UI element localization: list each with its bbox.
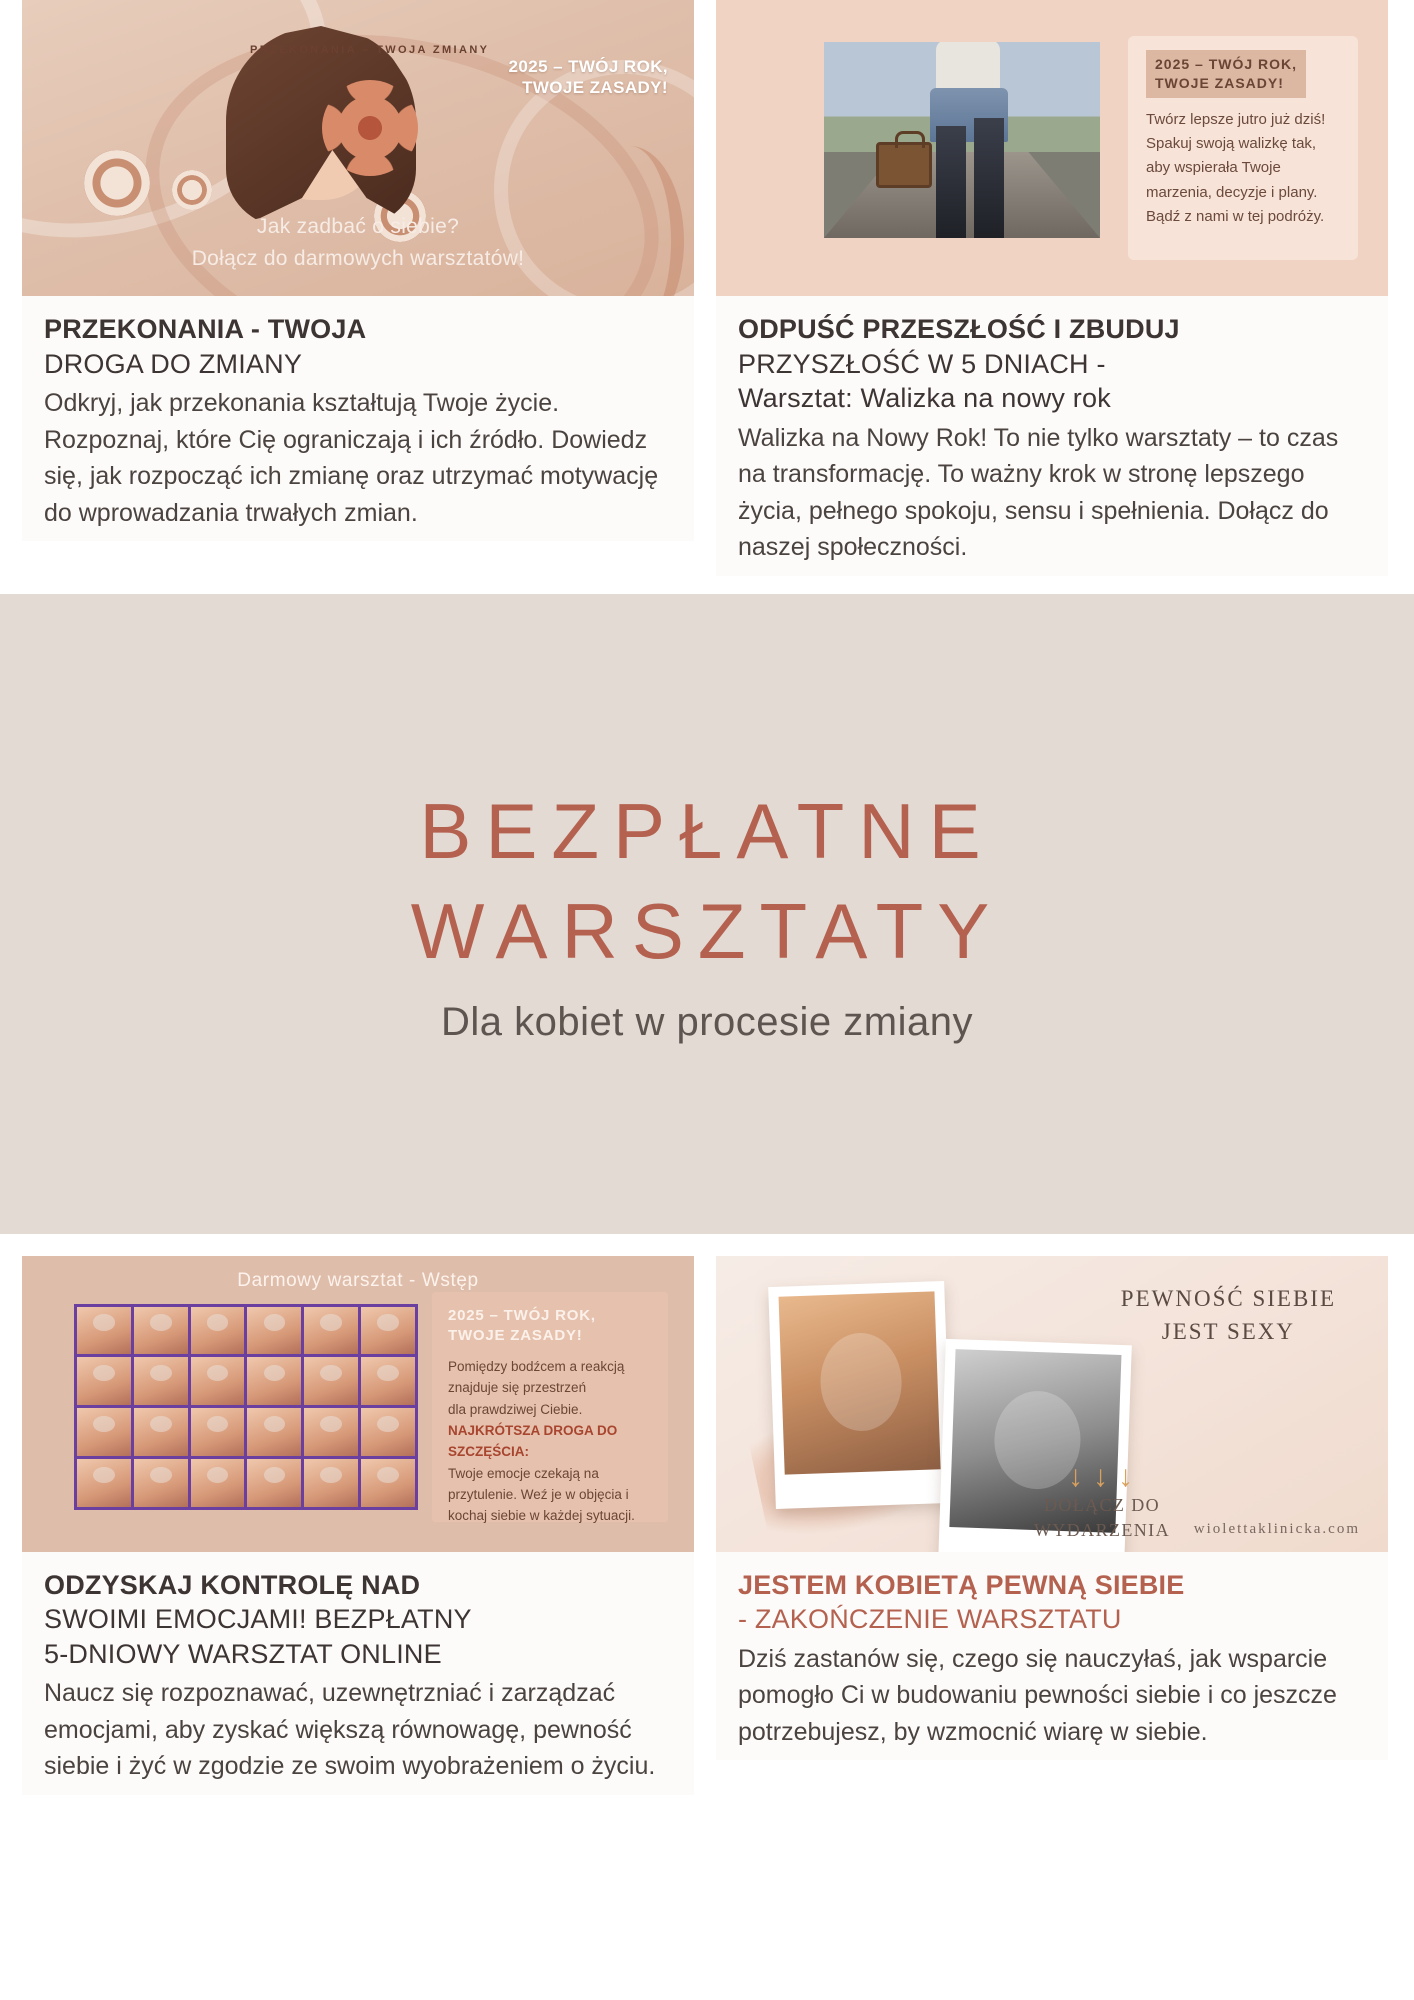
face-tile	[134, 1408, 188, 1456]
thumb-year-badge	[509, 56, 668, 99]
panel-line-5: przytulenie. Weź je w objęcia i	[448, 1487, 629, 1503]
card-body-emocje	[22, 1552, 694, 1795]
badge-line-1: 2025 – TWÓJ ROK,	[448, 1306, 596, 1324]
thumb-heading: Darmowy warsztat - Wstęp	[237, 1269, 479, 1291]
face-tile	[361, 1408, 415, 1456]
card-description-pewnosc-siebie: Dziś zastanów się, czego się nauczyłaś, jak wsparcie pomogło Ci w budowaniu pewności siebie i co jeszcze potrzebujesz, by wzmocnić wiarę w siebie.	[738, 1644, 1337, 1746]
hero-title-line-2: WARSZTATY	[410, 887, 1004, 976]
card-title-walizka[interactable]	[738, 312, 1366, 416]
card-thumbnail-emocje[interactable]	[22, 1256, 694, 1552]
thumb-title-line-1: PEWNOŚĆ SIEBIE	[1120, 1285, 1336, 1311]
website-url[interactable]: wiolettaklinicka.com	[1193, 1520, 1360, 1537]
suitcase-icon	[876, 142, 932, 188]
thumb-top-caption: PRZEKONANIA – TWOJA ZMIANY	[250, 44, 490, 56]
card-thumbnail-pewnosc-siebie[interactable]	[716, 1256, 1388, 1552]
thumb-year-badge	[448, 1306, 652, 1347]
hero-banner	[0, 594, 1414, 1234]
down-arrows-icon: ↓↓↓	[1068, 1459, 1143, 1493]
face-tile	[304, 1307, 358, 1355]
thumb-title-line-2: JEST SEXY	[1161, 1318, 1296, 1344]
card-description-walizka: Walizka na Nowy Rok! To nie tylko warsztaty – to czas na transformację. To ważny krok w stronę lepszego życia, pełnego spokoju, sensu i spełnienia. Dołącz do naszej społeczności.	[738, 423, 1339, 562]
card-description-emocje: Naucz się rozpoznawać, uzewnętrzniać i zarządzać emocjami, aby zyskać większą równowagę, pewność siebie i żyć w zgodzie ze swoim wyobrażeniem o życiu.	[44, 1679, 656, 1781]
flower-icon	[338, 96, 402, 160]
thumb-year-badge	[1146, 50, 1306, 98]
card-title-line-1: JESTEM KOBIETĄ PEWNĄ SIEBIE	[738, 1569, 1185, 1600]
face-tile	[191, 1307, 245, 1355]
face-tile	[247, 1307, 301, 1355]
face-tile	[361, 1357, 415, 1405]
badge-line-2: TWOJE ZASADY!	[522, 78, 668, 98]
face-tile	[247, 1408, 301, 1456]
portrait-photo	[779, 1291, 941, 1474]
card-emocje[interactable]	[22, 1256, 694, 1795]
panel-line-2: znajduje się przestrzeń	[448, 1380, 587, 1396]
face-tile	[304, 1357, 358, 1405]
card-title-line-2: DROGA DO ZMIANY	[44, 348, 303, 379]
face-tile	[77, 1408, 131, 1456]
card-title-emocje[interactable]	[44, 1568, 672, 1672]
card-title-line-1: PRZEKONANIA - TWOJA	[44, 314, 367, 344]
decorative-circle	[84, 150, 150, 216]
panel-highlight: NAJKRÓTSZA DROGA DO SZCZĘŚCIA:	[448, 1423, 618, 1460]
card-przekonania[interactable]	[22, 0, 694, 541]
face-tile	[191, 1459, 245, 1507]
badge-line-1: 2025 – TWÓJ ROK,	[1155, 56, 1298, 72]
bottom-line-1: Jak zadbać o siebie?	[256, 215, 460, 238]
badge-line-1: 2025 – TWÓJ ROK,	[508, 57, 668, 76]
hero-title	[411, 782, 1004, 982]
photo-torso	[936, 42, 1000, 92]
decorative-circle	[172, 170, 212, 210]
card-thumbnail-walizka[interactable]	[716, 0, 1388, 296]
badge-line-2: TWOJE ZASADY!	[1155, 74, 1284, 91]
panel-line-3: dla prawdziwej Ciebie.	[448, 1401, 583, 1417]
card-walizka[interactable]	[716, 0, 1388, 576]
card-title-line-2: PRZYSZŁOŚĆ W 5 DNIACH -	[738, 348, 1106, 379]
face-tile	[247, 1459, 301, 1507]
face-tile	[247, 1357, 301, 1405]
photo-leg-right	[974, 118, 1004, 238]
card-thumbnail-przekonania[interactable]	[22, 0, 694, 296]
hero-subtitle: Dla kobiet w procesie zmiany	[441, 999, 973, 1044]
face-tile	[77, 1357, 131, 1405]
face-tile	[77, 1459, 131, 1507]
thumb-title	[1121, 1282, 1336, 1349]
face-tile	[134, 1459, 188, 1507]
panel-line-6: kochaj siebie w każdej sytuacji.	[448, 1508, 635, 1524]
card-body-walizka	[716, 296, 1388, 576]
faces-grid-image	[74, 1304, 418, 1510]
card-title-line-3: 5-DNIOWY WARSZTAT ONLINE	[44, 1638, 442, 1669]
thumb-bottom-caption	[22, 211, 694, 274]
face-tile	[304, 1408, 358, 1456]
card-title-przekonania[interactable]	[44, 312, 672, 381]
face-tile	[304, 1459, 358, 1507]
card-description-przekonania: Odkryj, jak przekonania kształtują Twoje życie. Rozpoznaj, które Cię ograniczają i ich źródło. Dowiedz się, jak rozpocząć ich zmianę oraz utrzymać motywację do wprowadzania trwałych zmian.	[44, 389, 659, 527]
photo-woman-with-suitcase	[824, 42, 1100, 238]
thumb-text-panel-walizka	[1128, 36, 1358, 260]
card-title-line-1: ODZYSKAJ KONTROLĘ NAD	[44, 1569, 421, 1600]
thumb-panel-body: Twórz lepsze jutro już dziś! Spakuj swoją walizkę tak, aby wspierała Twoje marzenia, decyzje i plany. Bądź z nami w tej podróży.	[1146, 110, 1326, 225]
card-pewnosc-siebie[interactable]	[716, 1256, 1388, 1761]
thumb-join-cta	[1034, 1493, 1170, 1543]
card-title-line-2: - ZAKOŃCZENIE WARSZTATU	[738, 1604, 1122, 1635]
cards-row-bottom	[0, 1256, 1414, 1795]
polaroid-photo-color	[768, 1281, 952, 1509]
thumb-panel-body	[448, 1356, 652, 1527]
face-tile	[361, 1459, 415, 1507]
photo-leg-left	[936, 126, 966, 238]
face-tile	[361, 1307, 415, 1355]
card-title-line-3: Warsztat: Walizka na nowy rok	[738, 383, 1111, 414]
face-tile	[191, 1357, 245, 1405]
cards-row-top	[0, 0, 1414, 576]
thumb-text-panel-emocje	[432, 1292, 668, 1522]
card-title-line-2: SWOIMI EMOCJAMI! BEZPŁATNY	[44, 1604, 472, 1635]
face-tile	[134, 1307, 188, 1355]
panel-line-1: Pomiędzy bodźcem a reakcją	[448, 1359, 625, 1375]
join-line-2: WYDARZENIA	[1034, 1520, 1170, 1541]
bottom-line-2: Dołącz do darmowych warsztatów!	[191, 246, 525, 270]
join-line-1: DOŁĄCZ DO	[1043, 1495, 1161, 1516]
panel-line-4: Twoje emocje czekają na	[448, 1465, 599, 1481]
card-body-przekonania	[22, 296, 694, 541]
card-title-line-1: ODPUŚĆ PRZESZŁOŚĆ I ZBUDUJ	[738, 314, 1180, 344]
hero-title-line-1: BEZPŁATNE	[419, 787, 995, 876]
face-tile	[191, 1408, 245, 1456]
face-tile	[77, 1307, 131, 1355]
card-title-pewnosc-siebie[interactable]	[738, 1568, 1366, 1637]
face-tile	[134, 1357, 188, 1405]
badge-line-2: TWOJE ZASADY!	[448, 1326, 583, 1344]
card-body-pewnosc-siebie	[716, 1552, 1388, 1761]
